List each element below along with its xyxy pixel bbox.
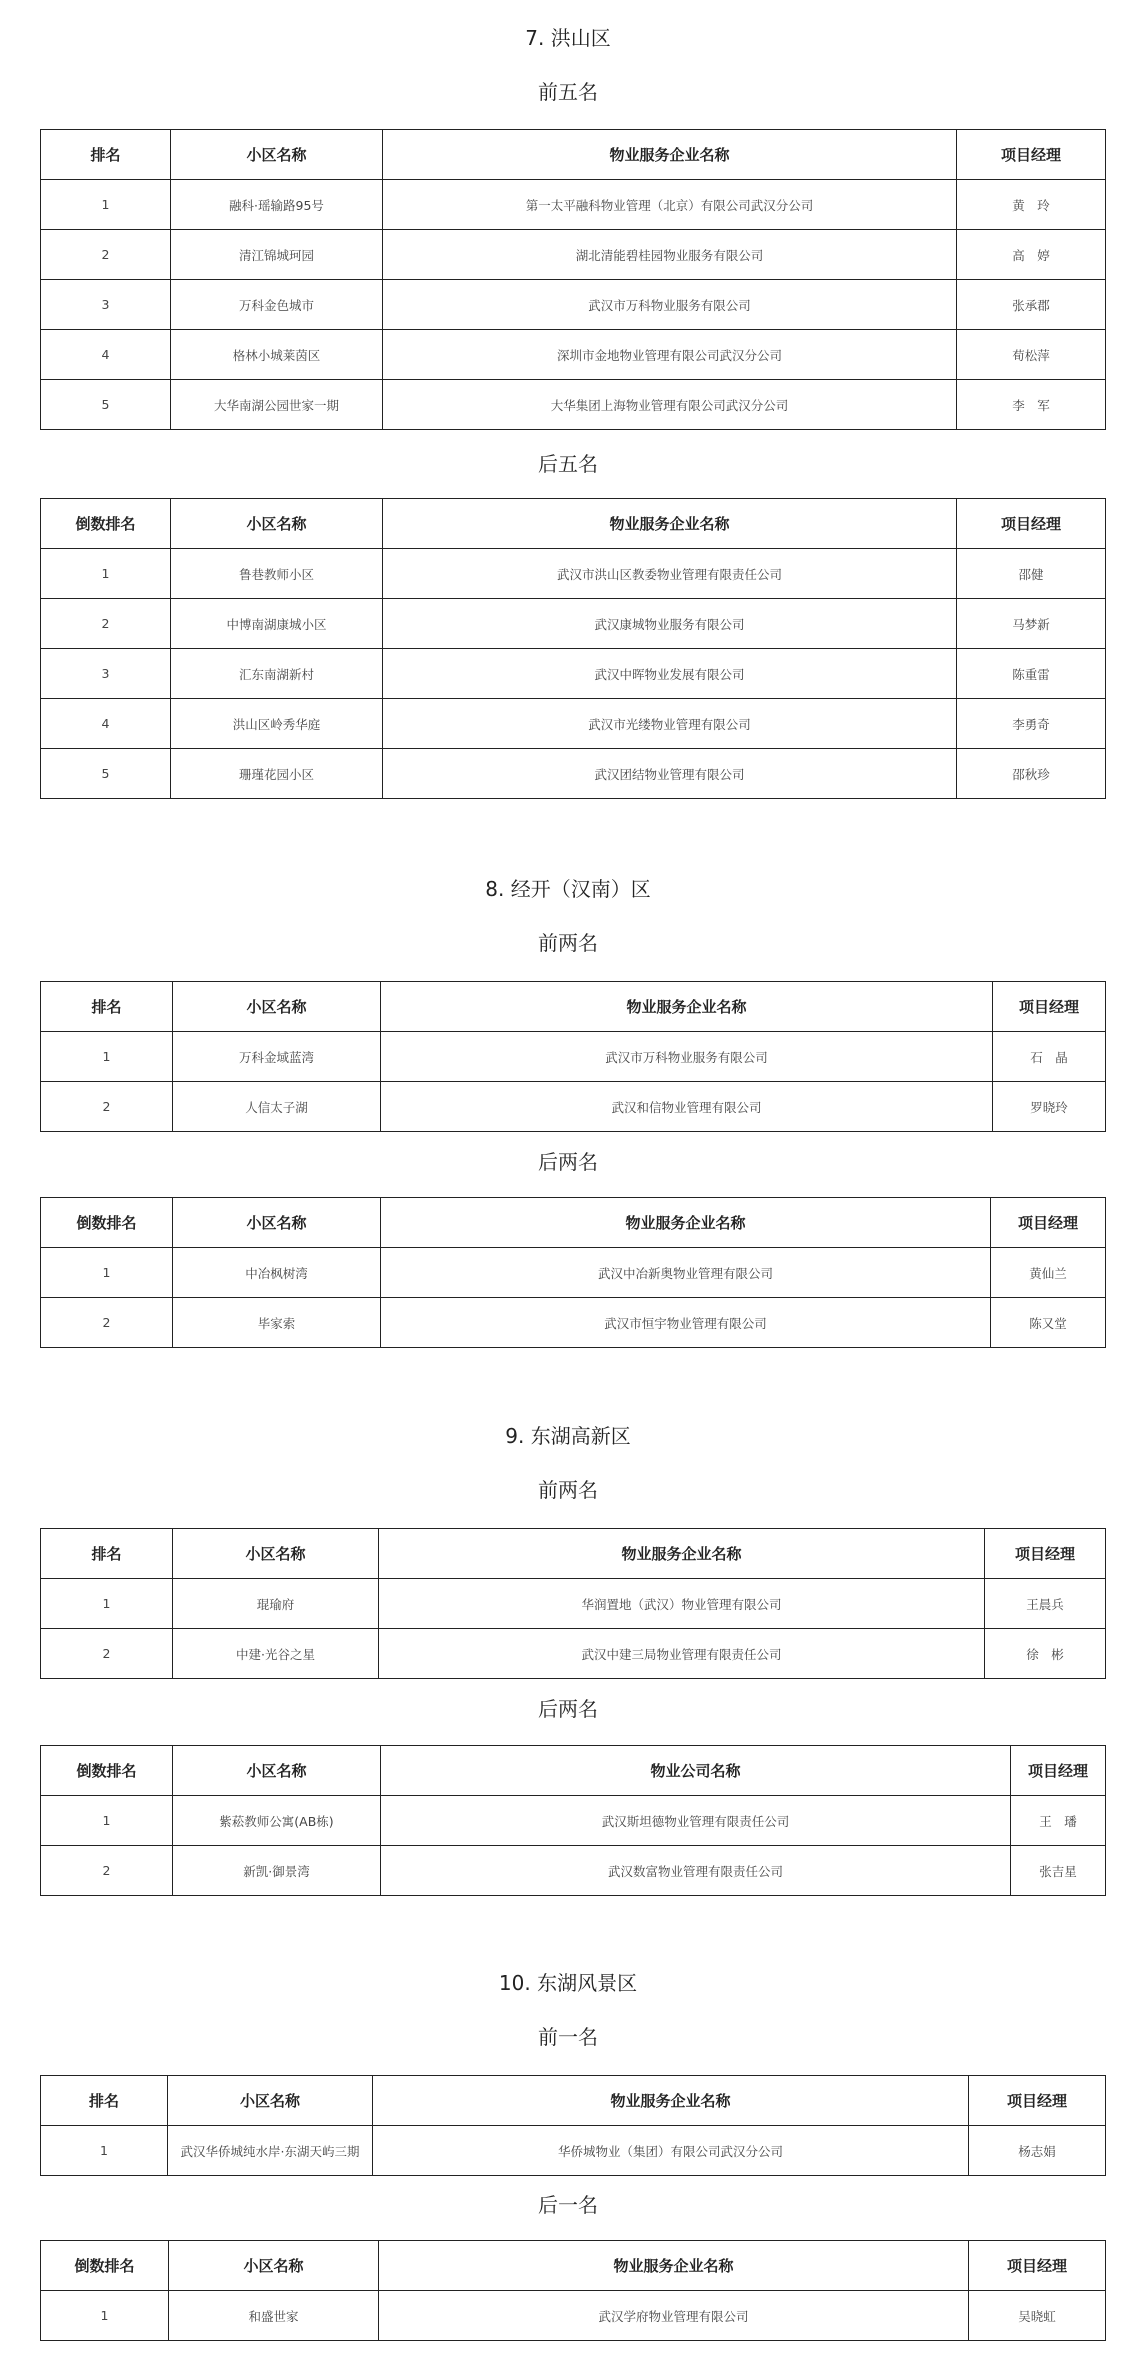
cell: 琨瑜府 bbox=[173, 1579, 379, 1629]
cell: 中建·光谷之星 bbox=[173, 1629, 379, 1679]
ranking-table bbox=[40, 2240, 1106, 2341]
table-row bbox=[41, 649, 1106, 699]
cell: 汇东南湖新村 bbox=[171, 649, 383, 699]
cell: 毕家索 bbox=[173, 1298, 381, 1348]
col-header: 项目经理 bbox=[1011, 1746, 1106, 1796]
cell: 武汉和信物业管理有限公司 bbox=[381, 1082, 993, 1132]
cell: 李 军 bbox=[957, 380, 1106, 430]
cell: 武汉市万科物业服务有限公司 bbox=[381, 1032, 993, 1082]
cell: 格林小城莱茵区 bbox=[171, 330, 383, 380]
ranking-table bbox=[40, 1528, 1106, 1679]
cell: 李勇奇 bbox=[957, 699, 1106, 749]
cell: 新凯·御景湾 bbox=[173, 1846, 381, 1896]
cell: 武汉斯坦德物业管理有限责任公司 bbox=[381, 1796, 1011, 1846]
col-header: 倒数排名 bbox=[41, 499, 171, 549]
table-row bbox=[41, 330, 1106, 380]
col-header: 小区名称 bbox=[171, 499, 383, 549]
cell: 人信太子湖 bbox=[173, 1082, 381, 1132]
cell: 2 bbox=[41, 1629, 173, 1679]
table-title: 前一名 bbox=[538, 2025, 598, 2049]
table-title: 后一名 bbox=[538, 2193, 598, 2217]
cell: 武汉中建三局物业管理有限责任公司 bbox=[379, 1629, 985, 1679]
ranking-table bbox=[40, 129, 1106, 430]
col-header: 小区名称 bbox=[173, 1529, 379, 1579]
cell: 1 bbox=[41, 180, 171, 230]
col-header: 项目经理 bbox=[985, 1529, 1106, 1579]
table-row bbox=[41, 1032, 1106, 1082]
cell: 华侨城物业（集团）有限公司武汉分公司 bbox=[373, 2126, 969, 2176]
cell: 珊瑾花园小区 bbox=[171, 749, 383, 799]
col-header: 排名 bbox=[41, 1529, 173, 1579]
cell: 武汉市光缕物业管理有限公司 bbox=[383, 699, 957, 749]
section-heading: 7. 洪山区 bbox=[525, 26, 611, 50]
cell: 2 bbox=[41, 230, 171, 280]
ranking-table bbox=[40, 1197, 1106, 1348]
col-header: 小区名称 bbox=[173, 1746, 381, 1796]
table-row bbox=[41, 1629, 1106, 1679]
cell: 武汉市恒宇物业管理有限公司 bbox=[381, 1298, 991, 1348]
cell: 中博南湖康城小区 bbox=[171, 599, 383, 649]
ranking-table bbox=[40, 981, 1106, 1132]
cell: 第一太平融科物业管理（北京）有限公司武汉分公司 bbox=[383, 180, 957, 230]
cell: 武汉学府物业管理有限公司 bbox=[379, 2291, 969, 2341]
col-header: 倒数排名 bbox=[41, 1198, 173, 1248]
cell: 湖北清能碧桂园物业服务有限公司 bbox=[383, 230, 957, 280]
cell: 万科金色城市 bbox=[171, 280, 383, 330]
table-row bbox=[41, 699, 1106, 749]
cell: 王晨兵 bbox=[985, 1579, 1106, 1629]
table-row bbox=[41, 230, 1106, 280]
table-row bbox=[41, 1298, 1106, 1348]
ranking-table bbox=[40, 1745, 1106, 1896]
cell: 华润置地（武汉）物业管理有限公司 bbox=[379, 1579, 985, 1629]
cell: 中冶枫树湾 bbox=[173, 1248, 381, 1298]
cell: 4 bbox=[41, 699, 171, 749]
table-row bbox=[41, 599, 1106, 649]
col-header: 物业服务企业名称 bbox=[379, 1529, 985, 1579]
col-header: 项目经理 bbox=[969, 2076, 1106, 2126]
cell: 2 bbox=[41, 599, 171, 649]
cell: 洪山区岭秀华庭 bbox=[171, 699, 383, 749]
cell: 3 bbox=[41, 280, 171, 330]
cell: 万科金域蓝湾 bbox=[173, 1032, 381, 1082]
cell: 武汉中冶新奥物业管理有限公司 bbox=[381, 1248, 991, 1298]
ranking-table bbox=[40, 2075, 1106, 2176]
cell: 4 bbox=[41, 330, 171, 380]
table-title: 前两名 bbox=[538, 931, 598, 955]
col-header: 小区名称 bbox=[168, 2076, 373, 2126]
table-title: 前五名 bbox=[538, 80, 598, 104]
ranking-table bbox=[40, 498, 1106, 799]
section-heading: 9. 东湖高新区 bbox=[505, 1424, 631, 1448]
cell: 罗晓玲 bbox=[993, 1082, 1106, 1132]
section-heading: 8. 经开（汉南）区 bbox=[485, 877, 651, 901]
col-header: 物业服务企业名称 bbox=[383, 130, 957, 180]
table-title: 前两名 bbox=[538, 1478, 598, 1502]
cell: 1 bbox=[41, 549, 171, 599]
col-header: 排名 bbox=[41, 130, 171, 180]
table-row bbox=[41, 549, 1106, 599]
col-header: 倒数排名 bbox=[41, 2241, 169, 2291]
col-header: 项目经理 bbox=[957, 499, 1106, 549]
cell: 1 bbox=[41, 1796, 173, 1846]
table-title: 后两名 bbox=[538, 1150, 598, 1174]
col-header: 倒数排名 bbox=[41, 1746, 173, 1796]
cell: 融科·瑶输路95号 bbox=[171, 180, 383, 230]
col-header: 项目经理 bbox=[993, 982, 1106, 1032]
cell: 石 晶 bbox=[993, 1032, 1106, 1082]
cell: 2 bbox=[41, 1846, 173, 1896]
table-title: 后五名 bbox=[538, 452, 598, 476]
cell: 1 bbox=[41, 2291, 169, 2341]
cell: 武汉市万科物业服务有限公司 bbox=[383, 280, 957, 330]
col-header: 物业服务企业名称 bbox=[373, 2076, 969, 2126]
cell: 张承郡 bbox=[957, 280, 1106, 330]
cell: 清江锦城珂园 bbox=[171, 230, 383, 280]
col-header: 小区名称 bbox=[173, 982, 381, 1032]
cell: 邵秋珍 bbox=[957, 749, 1106, 799]
cell: 大华南湖公园世家一期 bbox=[171, 380, 383, 430]
table-row bbox=[41, 1796, 1106, 1846]
cell: 1 bbox=[41, 1579, 173, 1629]
cell: 鲁巷教师小区 bbox=[171, 549, 383, 599]
table-row bbox=[41, 1579, 1106, 1629]
col-header: 项目经理 bbox=[957, 130, 1106, 180]
cell: 张吉星 bbox=[1011, 1846, 1106, 1896]
cell: 徐 彬 bbox=[985, 1629, 1106, 1679]
table-row bbox=[41, 180, 1106, 230]
cell: 王 璠 bbox=[1011, 1796, 1106, 1846]
table-row bbox=[41, 2291, 1106, 2341]
cell: 武汉市洪山区教委物业管理有限责任公司 bbox=[383, 549, 957, 599]
col-header: 物业服务企业名称 bbox=[381, 982, 993, 1032]
cell: 杨志娟 bbox=[969, 2126, 1106, 2176]
cell: 陈重雷 bbox=[957, 649, 1106, 699]
table-row bbox=[41, 749, 1106, 799]
cell: 和盛世家 bbox=[169, 2291, 379, 2341]
cell: 黄 玲 bbox=[957, 180, 1106, 230]
cell: 5 bbox=[41, 749, 171, 799]
col-header: 物业服务企业名称 bbox=[383, 499, 957, 549]
cell: 吴晓虹 bbox=[969, 2291, 1106, 2341]
col-header: 小区名称 bbox=[171, 130, 383, 180]
cell: 5 bbox=[41, 380, 171, 430]
cell: 1 bbox=[41, 1248, 173, 1298]
cell: 2 bbox=[41, 1298, 173, 1348]
table-row bbox=[41, 2126, 1106, 2176]
col-header: 排名 bbox=[41, 982, 173, 1032]
cell: 邵健 bbox=[957, 549, 1106, 599]
cell: 深圳市金地物业管理有限公司武汉分公司 bbox=[383, 330, 957, 380]
table-row bbox=[41, 280, 1106, 330]
cell: 黄仙兰 bbox=[991, 1248, 1106, 1298]
col-header: 物业服务企业名称 bbox=[381, 1198, 991, 1248]
section-heading: 10. 东湖风景区 bbox=[498, 1971, 638, 1995]
cell: 1 bbox=[41, 2126, 168, 2176]
col-header: 项目经理 bbox=[969, 2241, 1106, 2291]
col-header: 物业公司名称 bbox=[381, 1746, 1011, 1796]
col-header: 小区名称 bbox=[173, 1198, 381, 1248]
table-title: 后两名 bbox=[538, 1697, 598, 1721]
cell: 武汉中晖物业发展有限公司 bbox=[383, 649, 957, 699]
cell: 高 婷 bbox=[957, 230, 1106, 280]
table-row bbox=[41, 1846, 1106, 1896]
col-header: 项目经理 bbox=[991, 1198, 1106, 1248]
table-row bbox=[41, 1082, 1106, 1132]
col-header: 排名 bbox=[41, 2076, 168, 2126]
cell: 陈又堂 bbox=[991, 1298, 1106, 1348]
cell: 武汉团结物业管理有限公司 bbox=[383, 749, 957, 799]
cell: 3 bbox=[41, 649, 171, 699]
table-row bbox=[41, 1248, 1106, 1298]
cell: 武汉华侨城纯水岸·东湖天屿三期 bbox=[168, 2126, 373, 2176]
cell: 荀松萍 bbox=[957, 330, 1106, 380]
cell: 大华集团上海物业管理有限公司武汉分公司 bbox=[383, 380, 957, 430]
cell: 紫菘教师公寓(AB栋) bbox=[173, 1796, 381, 1846]
cell: 武汉康城物业服务有限公司 bbox=[383, 599, 957, 649]
table-row bbox=[41, 380, 1106, 430]
cell: 武汉数富物业管理有限责任公司 bbox=[381, 1846, 1011, 1896]
cell: 2 bbox=[41, 1082, 173, 1132]
cell: 1 bbox=[41, 1032, 173, 1082]
cell: 马梦新 bbox=[957, 599, 1106, 649]
col-header: 小区名称 bbox=[169, 2241, 379, 2291]
col-header: 物业服务企业名称 bbox=[379, 2241, 969, 2291]
